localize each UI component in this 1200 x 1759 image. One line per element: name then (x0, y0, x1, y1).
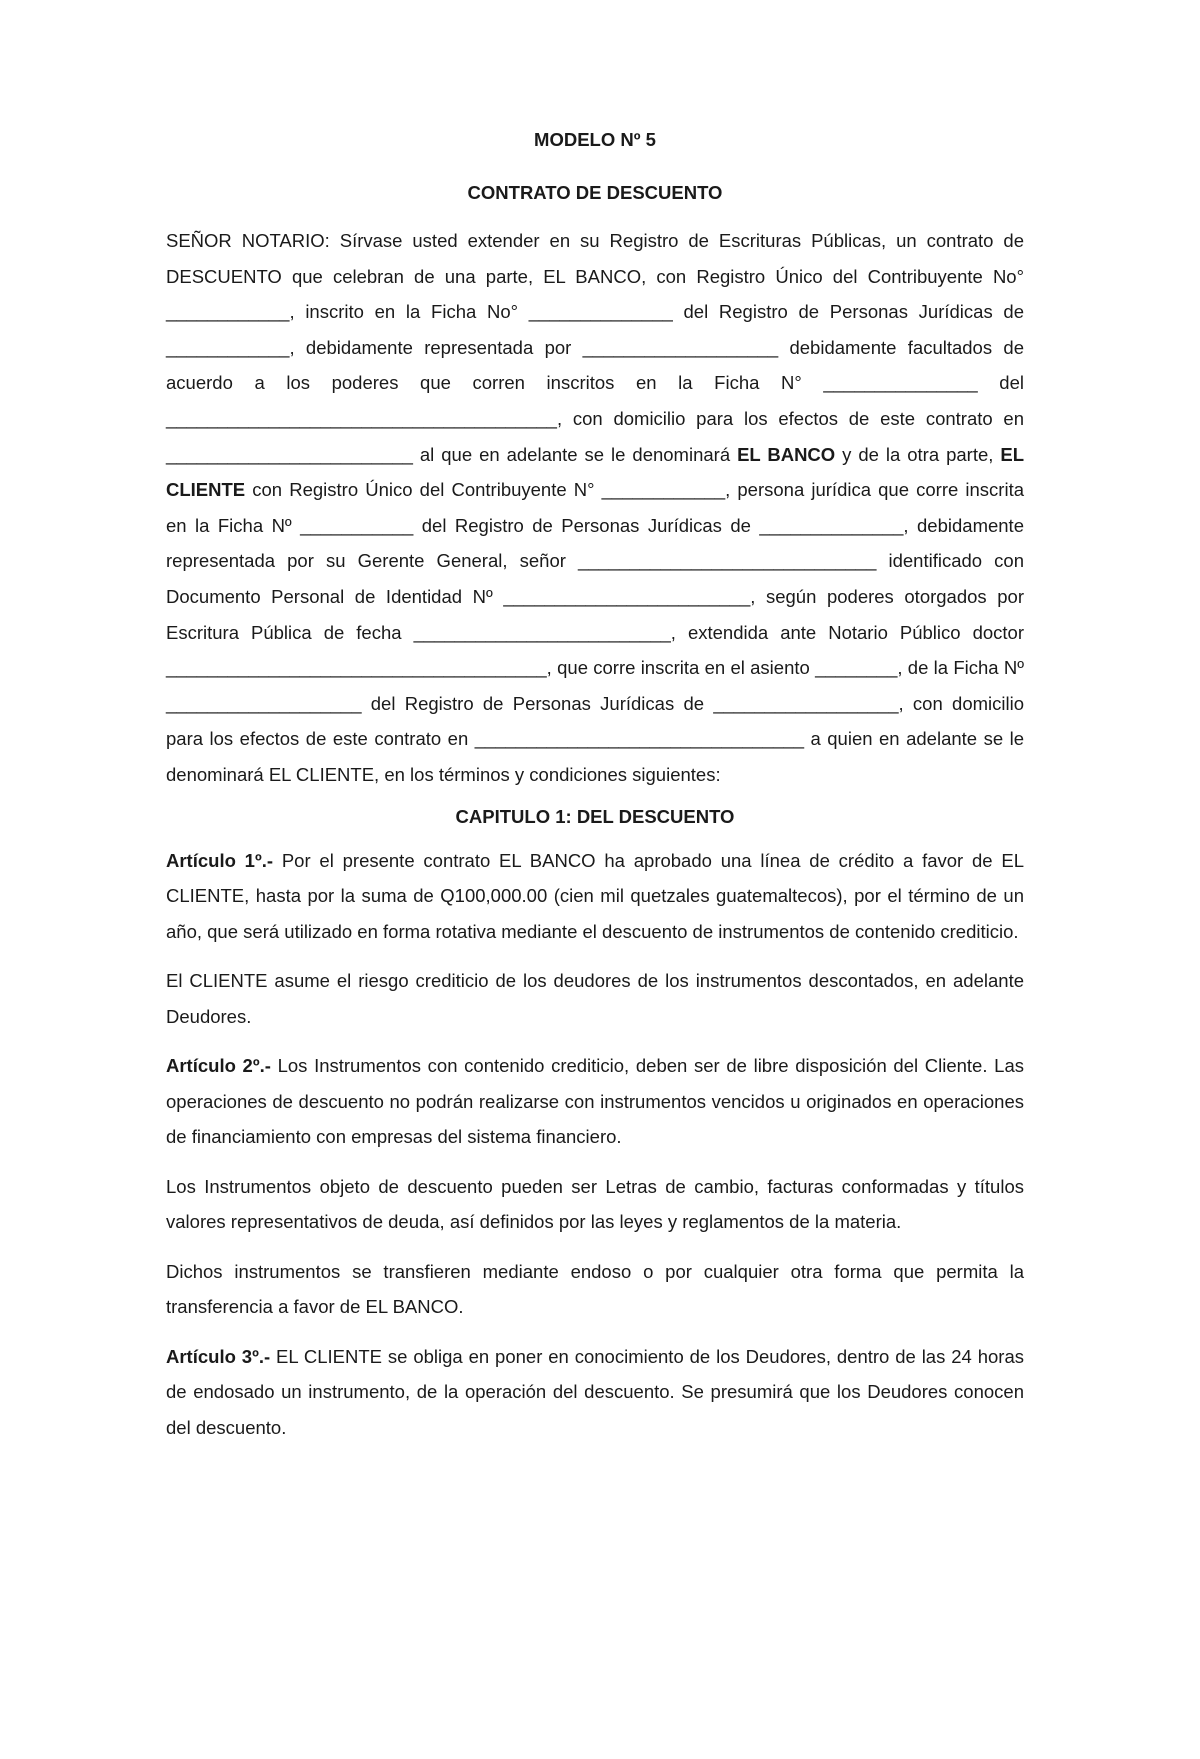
paragraph-text: Los Instrumentos objeto de descuento pueden ser Letras de cambio, facturas conformadas y títulos valores representativos de deuda, así definidos por las leyes y reglamentos de la materia. (166, 1175, 1024, 1232)
intro-text-part3: con Registro Único del Contribuyente N° ____________, persona jurídica que corre inscrita en la Ficha Nº ___________ del Registro de Personas Jurídicas de ______________, debidamente representada por su Gerente General, señor _____________________________ identificado con Documento Personal de Identidad Nº ________________________, según poderes otorgados por Escritura Pública de fecha _________________________, extendida ante Notario Público doctor _____________________________________, que corre inscrita en el asiento ________, de la Ficha Nº ___________________ del Registro de Personas Jurídicas de __________________, con domicilio para los efectos de este contrato en ________________________________ a quien en adelante se le denominará EL CLIENTE, en los términos y condiciones siguientes: (166, 479, 1024, 785)
instruments-paragraph (166, 1169, 1024, 1240)
intro-text-part1: SEÑOR NOTARIO: Sírvase usted extender en su Registro de Escrituras Públicas, un contrato de DESCUENTO que celebran de una parte, EL BANCO, con Registro Único del Contribuyente No° ____________, inscrito en la Ficha No° ______________ del Registro de Personas Jurídicas de ____________, debidamente representada por ___________________ debidamente facultados de acuerdo a los poderes que corren inscritos en la Ficha N° _______________ del ______________________________________, con domicilio para los efectos de este contrato en ________________________ al que en adelante se le denominará (166, 230, 1024, 465)
contract-title: CONTRATO DE DESCUENTO (467, 182, 723, 203)
article-label: Artículo 3º.- (166, 1345, 271, 1367)
article-label: Artículo 1º.- (166, 849, 274, 871)
model-title: MODELO Nº 5 (534, 129, 656, 150)
paragraph-text: Dichos instrumentos se transfieren mediante endoso o por cualquier otra forma que permita la transferencia a favor de EL BANCO. (166, 1260, 1024, 1317)
article-text: Los Instrumentos con contenido crediticio, deben ser de libre disposición del Cliente. Las operaciones de descuento no podrán realizarse con instrumentos vencidos u originados en operaciones de financiamiento con empresas del sistema financiero. (166, 1055, 1024, 1147)
article-text: EL CLIENTE se obliga en poner en conocimiento de los Deudores, dentro de las 24 horas de endosado un instrumento, de la operación del descuento. Se presumirá que los Deudores conocen del descuento. (166, 1345, 1024, 1438)
article-1-paragraph (166, 843, 1024, 950)
paragraph-text: El CLIENTE asume el riesgo crediticio de los deudores de los instrumentos descontados, en adelante Deudores. (166, 970, 1024, 1027)
article-3-paragraph (166, 1339, 1024, 1446)
client-party-label: EL CLIENTE (166, 443, 1024, 501)
article-label: Artículo 2º.- (166, 1055, 271, 1076)
risk-paragraph (166, 963, 1024, 1034)
chapter-title: CAPITULO 1: DEL DESCUENTO (455, 805, 735, 827)
article-text: Por el presente contrato EL BANCO ha aprobado una línea de crédito a favor de EL CLIENTE, hasta por la suma de Q100,000.00 (cien mil quetzales guatemaltecos), por el término de un año, que será utilizado en forma rotativa mediante el descuento de instrumentos de contenido crediticio. (166, 849, 1024, 942)
article-2-paragraph (166, 1048, 1024, 1155)
intro-paragraph (166, 223, 1024, 793)
transfer-paragraph (166, 1254, 1024, 1325)
bank-party-label: EL BANCO (737, 443, 836, 465)
intro-text-part2: y de la otra parte, (835, 443, 1001, 465)
